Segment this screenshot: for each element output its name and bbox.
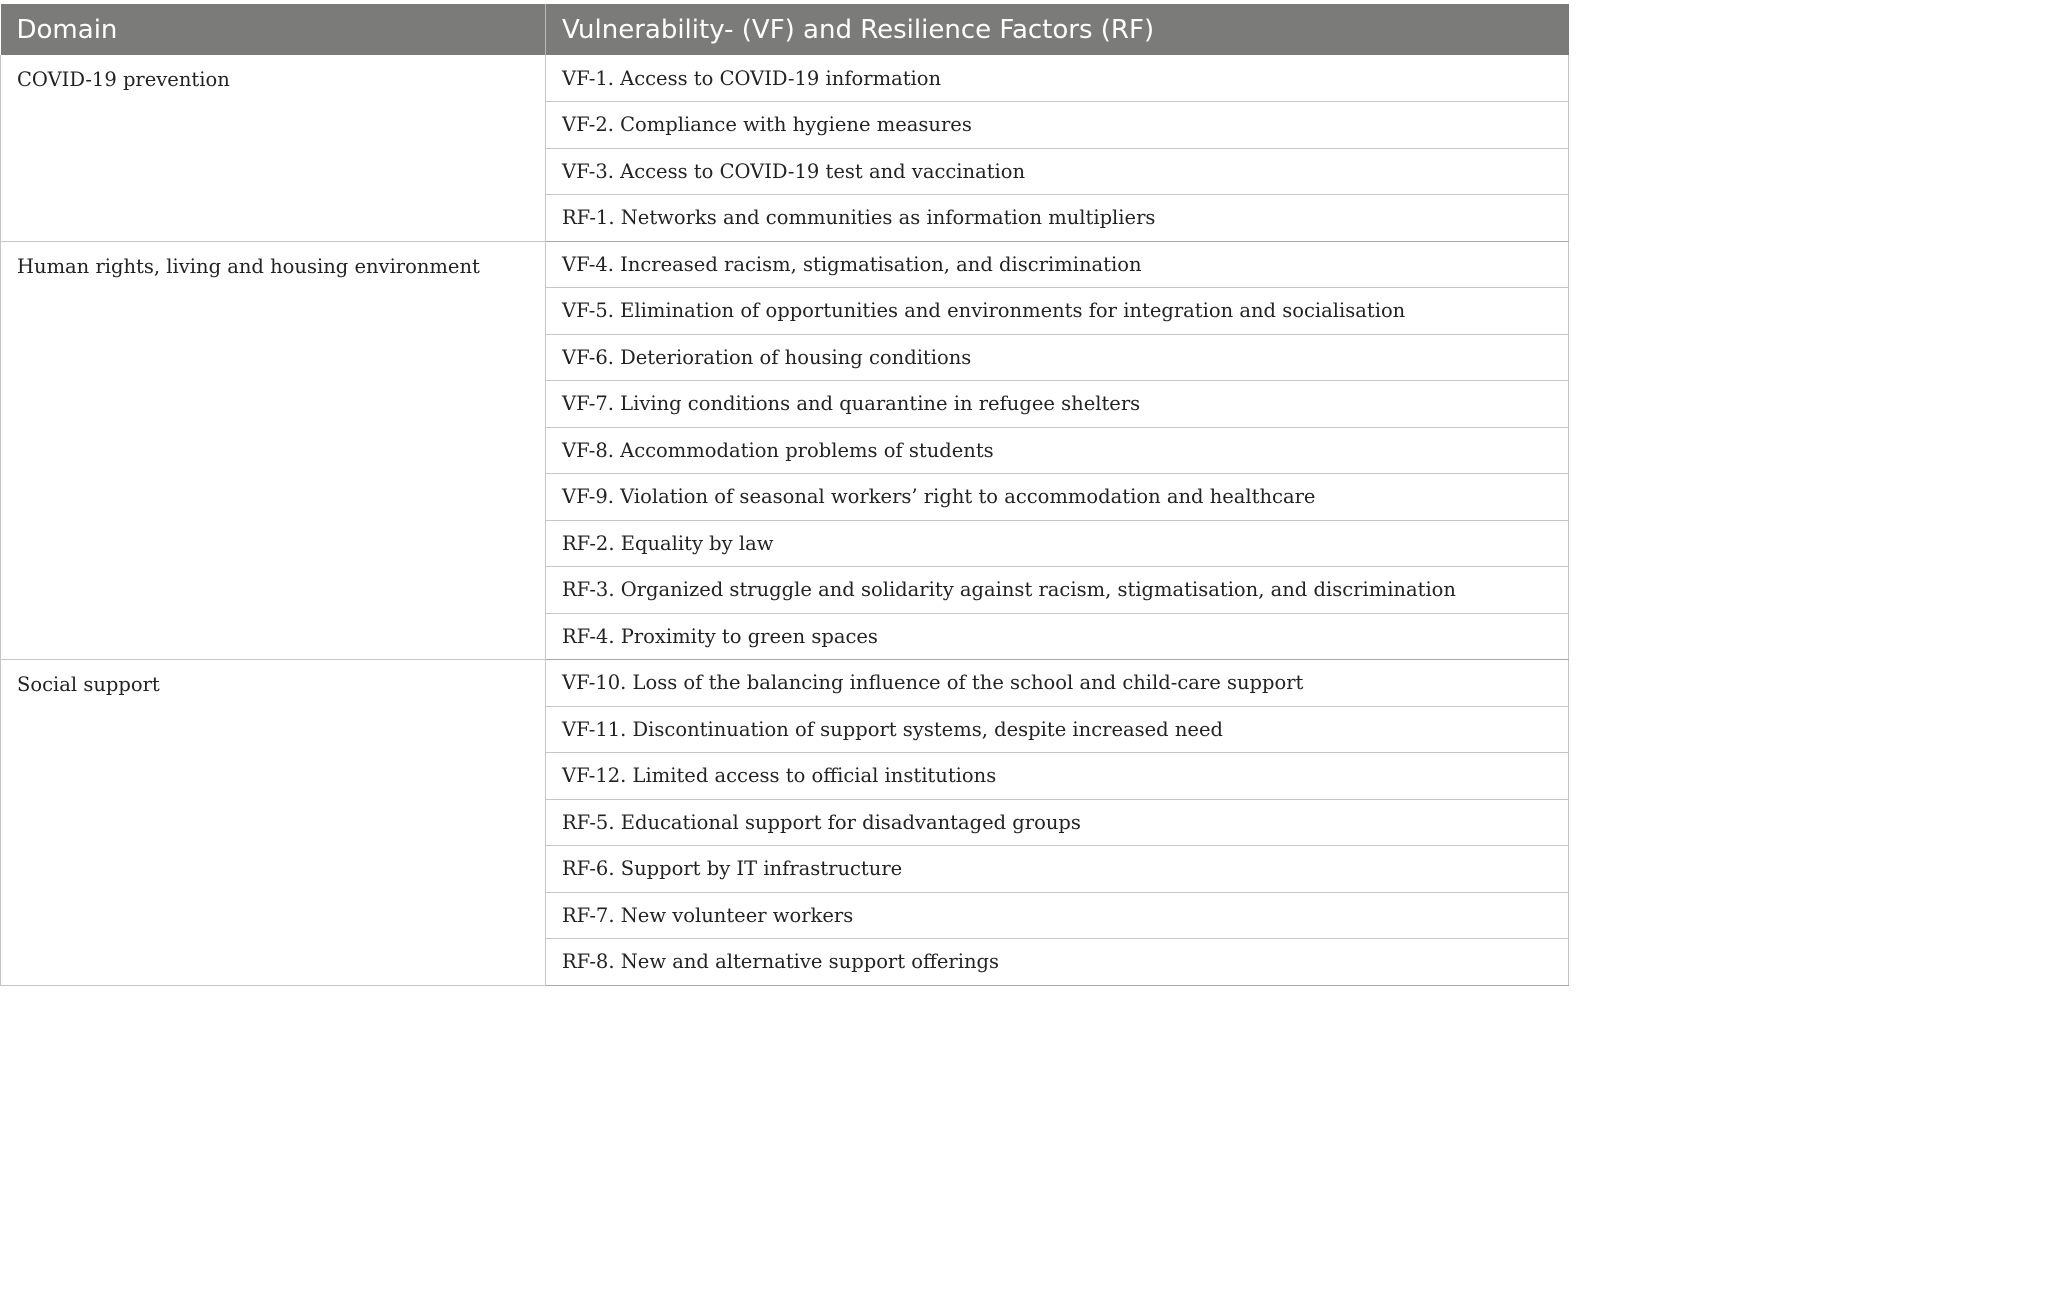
domain-cell: COVID-19 prevention [1,55,546,241]
factor-cell: VF-8. Accommodation problems of students [546,427,1569,474]
factor-cell: VF-2. Compliance with hygiene measures [546,102,1569,149]
table-row [1,241,1569,288]
factor-cell: RF-7. New volunteer workers [546,892,1569,939]
factor-cell: VF-5. Elimination of opportunities and environments for integration and socialisation [546,288,1569,335]
factor-cell: RF-3. Organized struggle and solidarity against racism, stigmatisation, and discrimination [546,567,1569,614]
factor-cell: VF-3. Access to COVID-19 test and vaccination [546,148,1569,195]
domain-cell: Social support [1,660,546,986]
factor-cell: VF-9. Violation of seasonal workers’ right to accommodation and healthcare [546,474,1569,521]
factor-cell: RF-5. Educational support for disadvantaged groups [546,799,1569,846]
table-header [1,4,1569,55]
factor-cell: VF-10. Loss of the balancing influence of the school and child-care support [546,660,1569,707]
factor-cell: VF-11. Discontinuation of support systems, despite increased need [546,706,1569,753]
factor-cell: VF-6. Deterioration of housing conditions [546,334,1569,381]
factor-cell: RF-6. Support by IT infrastructure [546,846,1569,893]
table-body [1,55,1569,985]
factor-cell: VF-1. Access to COVID-19 information [546,55,1569,102]
factor-cell: RF-4. Proximity to green spaces [546,613,1569,660]
table-row [1,55,1569,102]
factor-table [0,4,1569,986]
factor-cell: VF-4. Increased racism, stigmatisation, and discrimination [546,241,1569,288]
factor-cell: RF-2. Equality by law [546,520,1569,567]
factor-cell: VF-7. Living conditions and quarantine in refugee shelters [546,381,1569,428]
factors-column-header: Vulnerability- (VF) and Resilience Factors (RF) [546,4,1569,55]
factor-cell: RF-8. New and alternative support offerings [546,939,1569,986]
factor-cell: RF-1. Networks and communities as information multipliers [546,195,1569,242]
table-row [1,660,1569,707]
factor-cell: VF-12. Limited access to official institutions [546,753,1569,800]
domain-cell: Human rights, living and housing environment [1,241,546,660]
header-row [1,4,1569,55]
domain-column-header: Domain [1,4,546,55]
